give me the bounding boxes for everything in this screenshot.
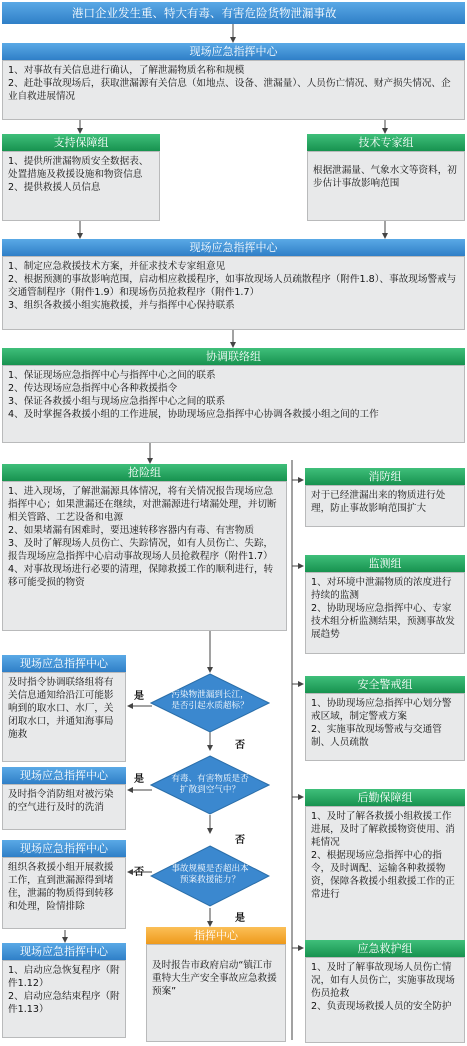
security-group-header: 安全警戒组 <box>305 676 465 693</box>
yes-label-1: 是 <box>134 691 144 702</box>
support-group-header: 支持保障组 <box>2 134 160 151</box>
medical-line-1: 1、及时了解事故现场人员伤亡情况，如有人员伤亡，实施事故现场伤员抢救 <box>311 962 455 999</box>
medical-group <box>305 940 465 1043</box>
rescue-group-body <box>2 481 287 631</box>
left1-line-1: 及时指令协调联络组将有关信息通知给沿江可能影响到的取水口、水厂，关闭取水口，并通知海事局施救 <box>8 677 114 740</box>
yes-label-3: 是 <box>235 913 245 924</box>
cmd2-line-2: 2、根据预测的事故影响范围，启动相应救援程序，如事故现场人员疏散程序（附件1.8）、事故现场警戒与交通管制程序（附件1.9）和现场伤员抢救程序（附件1.7） <box>8 274 457 298</box>
left-command-2-header: 现场应急指挥中心 <box>2 767 126 784</box>
expert-group-body <box>307 151 465 221</box>
logistics-line-2: 2、根据现场应急指挥中心的指令，及时调配、运输各种救援物资，保障各救援小组救援工作的正常进行 <box>311 850 455 900</box>
monitoring-group-header: 监测组 <box>305 555 465 572</box>
onsite-command-1 <box>2 43 465 120</box>
left2-line-1: 及时指令消防组对被污染的空气进行及时的洗消 <box>8 789 114 813</box>
coord-line-1: 1、保证现场应急指挥中心与指挥中心之间的联系 <box>8 370 216 381</box>
left3-line-1: 组织各救援小组开展救援工作，直到泄漏源得到堵住，泄漏的物质得到转移和处理，险情排除 <box>8 862 114 912</box>
coordination-group-header: 协调联络组 <box>2 348 465 365</box>
left-command-1-body <box>2 672 126 762</box>
monitoring-group-body <box>305 572 465 654</box>
rescue-line-2: 2、如果堵漏有困难时，要迅速转移容器内有毒、有害物质 <box>8 525 254 536</box>
rescue-line-4: 4、对事故现场进行必要的清理，保障救援工作的顺利进行，转移可能受损的物资 <box>8 564 274 588</box>
left-command-4 <box>2 943 126 1038</box>
rescue-line-1: 1、进入现场，了解泄漏源具体情况，将有关情况报告现场应急指挥中心；如果泄漏还在继续，对泄漏源进行堵漏处理，并切断相关管路、工艺设备和电源 <box>8 486 277 523</box>
security-line-1: 1、协助现场应急指挥中心划分警戒区域，制定警戒方案 <box>311 698 452 722</box>
cmd1-line-2: 2、赶赴事故现场后，获取泄漏源有关信息（如地点、设备、泄漏量）、人员伤亡情况、财产损失情况、企业自救进展情况 <box>8 78 451 102</box>
coord-line-3: 3、保证各救援小组与现场应急指挥中心之间的联系 <box>8 396 226 407</box>
no-label-2: 否 <box>235 835 245 846</box>
left-command-3 <box>2 840 126 929</box>
left-command-2 <box>2 767 126 830</box>
fire-group <box>305 468 465 527</box>
left4-line-1: 1、启动应急恢复程序（附件1.12） <box>8 965 120 989</box>
no-label-1: 否 <box>235 740 245 751</box>
expert-group <box>307 134 465 221</box>
logistics-line-1: 1、及时了解各救援小组救援工作进展，及时了解救援物资使用、消耗情况 <box>311 811 455 848</box>
expert-line-1: 根据泄漏量、气象水文等资料，初步估计事故影响范围 <box>313 165 457 189</box>
rescue-line-3: 3、及时了解现场人员伤亡、失踪情况，如有人员伤亡、失踪，报告现场应急指挥中心启动事故现场人员抢救程序（附件1.7） <box>8 538 274 562</box>
onsite-command-2 <box>2 239 465 330</box>
onsite-command-1-body <box>2 60 465 120</box>
security-group-body <box>305 693 465 761</box>
monitoring-group <box>305 555 465 654</box>
monitor-line-1: 1、对环境中泄漏物质的浓度进行持续的监测 <box>311 577 452 601</box>
coord-line-4: 4、及时掌握各救援小组的工作进展，协助现场应急指挥中心协调各救援小组之间的工作 <box>8 409 379 420</box>
logistics-group <box>305 789 465 944</box>
cmd1-line-1: 1、对事故有关信息进行确认，了解泄漏物质名称和规模 <box>8 65 245 76</box>
medical-group-header: 应急救护组 <box>305 940 465 957</box>
coordination-group <box>2 348 465 443</box>
security-line-2: 2、实施事故现场警戒与交通管制、人员疏散 <box>311 724 442 748</box>
support-group-body <box>2 151 160 221</box>
left-command-1 <box>2 655 126 762</box>
fire-line-1: 对于已经泄漏出来的物质进行处理，防止事故影响范围扩大 <box>311 490 446 514</box>
onsite-command-1-header: 现场应急指挥中心 <box>2 43 465 60</box>
medical-group-body <box>305 957 465 1043</box>
command-center-body <box>146 944 286 1042</box>
left-command-4-body <box>2 960 126 1038</box>
coordination-group-body <box>2 365 465 443</box>
decision-2-text: 有毒、有害物质是否扩散到空气中？ <box>171 774 249 795</box>
support-group <box>2 134 160 221</box>
left4-line-2: 2、启动应急结束程序（附件1.13） <box>8 991 120 1015</box>
no-label-3: 否 <box>134 867 144 878</box>
security-group <box>305 676 465 761</box>
left-command-3-body <box>2 857 126 929</box>
logistics-group-body <box>305 806 465 944</box>
monitor-line-2: 2、协助现场应急指挥中心、专家技术组分析监测结果，预测事故发展趋势 <box>311 603 455 640</box>
onsite-command-2-body <box>2 256 465 330</box>
support-line-2: 2、提供救援人员信息 <box>8 182 101 193</box>
left-command-4-header: 现场应急指挥中心 <box>2 943 126 960</box>
fire-group-header: 消防组 <box>305 468 465 485</box>
rescue-group-header: 抢险组 <box>2 464 287 481</box>
decision-3-text: 事故规模是否超出本预案救援能力？ <box>171 864 249 885</box>
decision-1-text: 污染物泄漏到长江，是否引起水质超标？ <box>171 690 249 711</box>
left-command-3-header: 现场应急指挥中心 <box>2 840 126 857</box>
command-center-header: 指挥中心 <box>146 927 286 944</box>
coord-line-2: 2、传达现场应急指挥中心各种救援指令 <box>8 383 178 394</box>
medical-line-2: 2、负责现场救援人员的安全防护 <box>311 1001 452 1012</box>
page-title: 港口企业发生重、特大有毒、有害危险货物泄漏事故 <box>2 2 465 24</box>
cmd2-line-1: 1、制定应急救援技术方案，并征求技术专家组意见 <box>8 261 226 272</box>
left-command-2-body <box>2 784 126 830</box>
cmd2-line-3: 3、组织各救援小组实施救援，并与指挥中心保持联系 <box>8 300 235 311</box>
rescue-group <box>2 464 287 631</box>
yes-label-2: 是 <box>134 774 144 785</box>
support-line-1: 1、提供所泄漏物质安全数据表、处置措施及救援设施和物资信息 <box>8 156 149 180</box>
expert-group-header: 技术专家组 <box>307 134 465 151</box>
onsite-command-2-header: 现场应急指挥中心 <box>2 239 465 256</box>
fire-group-body <box>305 485 465 527</box>
command-center <box>146 927 286 1042</box>
center-line-1: 及时报告市政府启动“镇江市重特大生产安全事故应急救援预案” <box>152 960 277 997</box>
left-command-1-header: 现场应急指挥中心 <box>2 655 126 672</box>
logistics-group-header: 后勤保障组 <box>305 789 465 806</box>
